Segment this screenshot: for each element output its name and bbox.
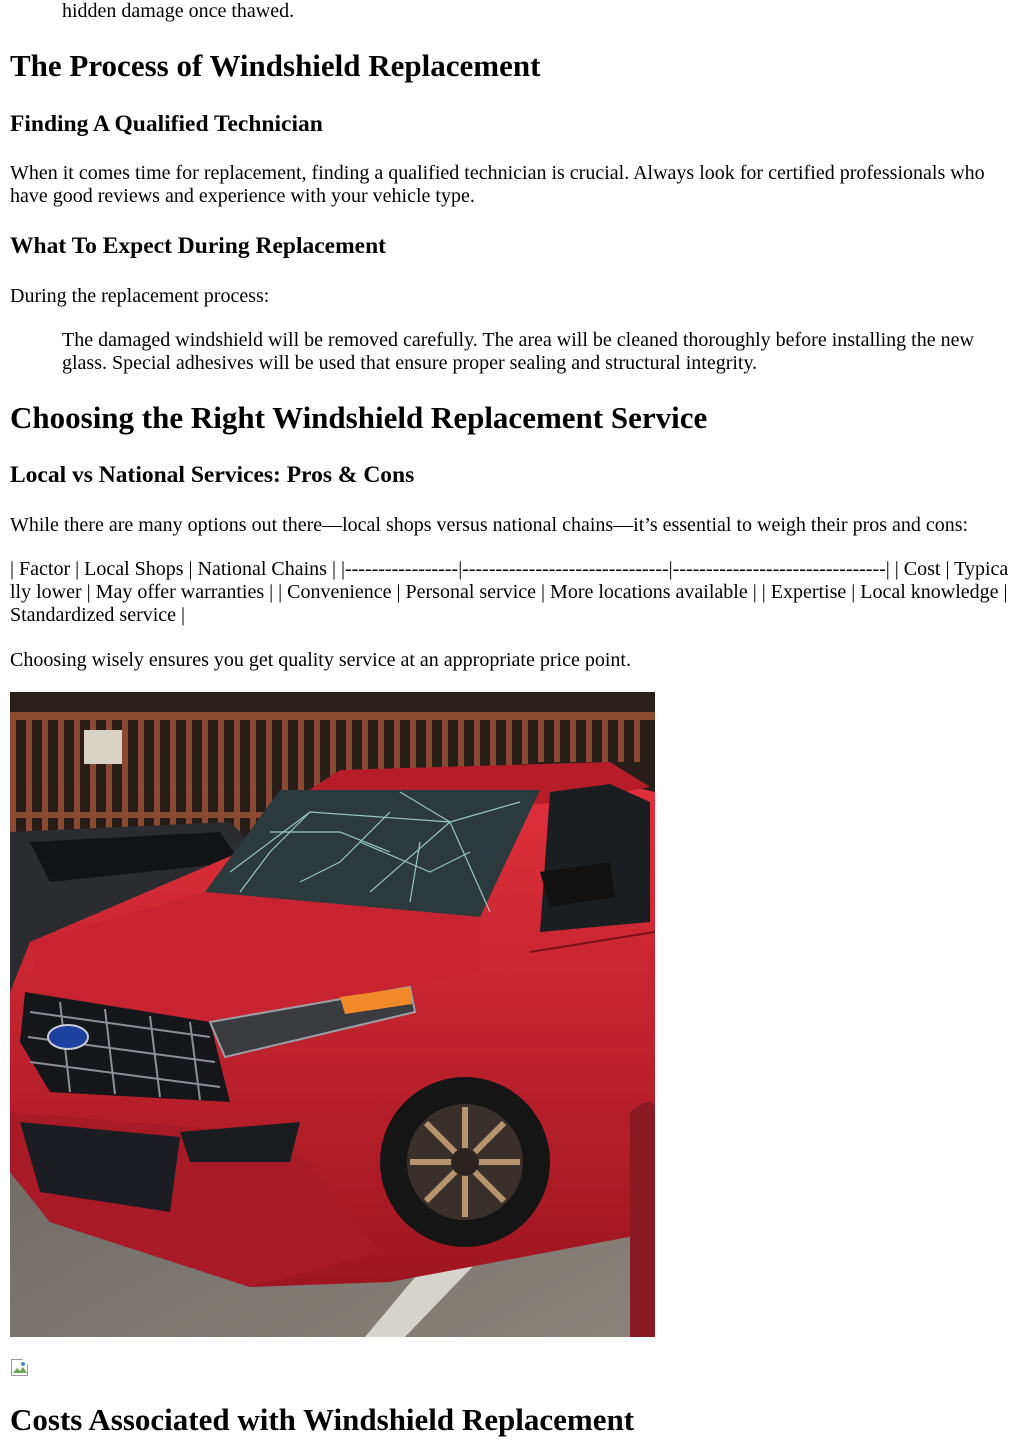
choosing-closing-paragraph: Choosing wisely ensures you get quality service at an appropriate price point. [10, 649, 631, 671]
technician-paragraph: When it comes time for replacement, finding a qualified technician is crucial. Always look for certified professionals who have good reviews and experience with your vehicle type. [10, 162, 985, 207]
choosing-intro-paragraph: While there are many options out there—local shops versus national chains—it’s essential to weigh their pros and cons: [10, 514, 969, 536]
technician-subheading: Finding A Qualified Technician [10, 111, 323, 137]
choosing-heading: Choosing the Right Windshield Replacement Service [10, 400, 708, 435]
fence-sign [84, 730, 122, 764]
costs-heading: Costs Associated with Windshield Replacement [10, 1402, 635, 1437]
expect-blockquote: The damaged windshield will be removed carefully. The area will be cleaned thoroughly before installing the new glass. Special adhesives will be used that ensure proper sealing and structural integrity. [62, 329, 974, 374]
raw-markdown-table: | Factor | Local Shops | National Chains | |-----------------|-------------------------------|--------------------------------| | Cost | Typically lower | May offer warranties | | Convenience | Personal service | More locations available | | Expertise | Local knowledge | Standardized service | [10, 558, 1009, 626]
process-heading: The Process of Windshield Replacement [10, 48, 541, 83]
intro-tail-text: hidden damage once thawed. [62, 0, 295, 22]
damaged-suv-illustration [10, 692, 655, 1337]
damaged-suv-photo [10, 692, 655, 1337]
expect-subheading: What To Expect During Replacement [10, 233, 386, 259]
local-vs-national-subheading: Local vs National Services: Pros & Cons [10, 462, 415, 488]
ford-logo [48, 1025, 88, 1049]
expect-intro-paragraph: During the replacement process: [10, 285, 270, 307]
broken-image-icon [10, 1358, 30, 1378]
